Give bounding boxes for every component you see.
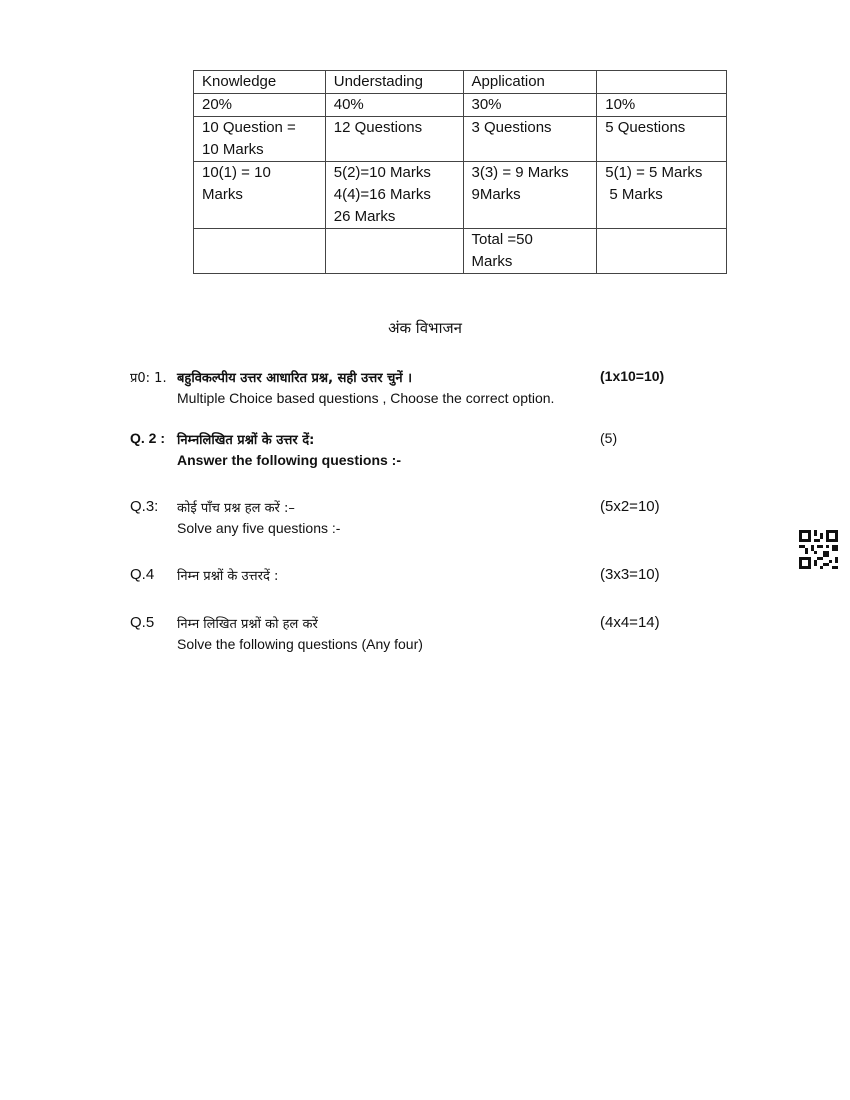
section-heading: अंक विभाजन [388,319,462,337]
question-item-2 [0,430,850,480]
table-cell: 3(3) = 9 Marks 9Marks [463,162,597,229]
question-number: Q. 2 : [130,430,166,446]
table-cell: 3 Questions [463,117,597,162]
question-number: Q.4 [130,566,155,583]
table-cell: 20% [194,94,326,117]
table-cell: 30% [463,94,597,117]
table-cell: Application [463,71,597,94]
table-cell [597,71,727,94]
question-text-hindi: बहुविकल्पीय उत्तर आधारित प्रश्न, सही उत्तर चुनें । [177,371,413,386]
table-cell: Total =50 Marks [463,229,597,274]
table-cell: 12 Questions [325,117,463,162]
question-number: Q.5 [130,614,155,631]
qr-code-icon [799,530,838,569]
question-text-hindi: कोई पाँच प्रश्न हल करें :– [177,501,295,516]
question-number: Q.3: [130,498,159,515]
table-cell: 5(1) = 5 Marks 5 Marks [597,162,727,229]
table-cell: 10(1) = 10 Marks [194,162,326,229]
table-cell [325,229,463,274]
table-cell: 40% [325,94,463,117]
table-cell: 10 Question = 10 Marks [194,117,326,162]
table-row-marks [194,162,727,229]
table-cell [597,229,727,274]
question-item-5 [0,614,850,664]
question-text-english: Solve any five questions :- [177,520,341,536]
question-item-4 [0,566,850,616]
question-text-english: Solve the following questions (Any four) [177,636,423,652]
table-cell: Understading [325,71,463,94]
question-marks: (5x2=10) [600,498,660,515]
table-cell: 10% [597,94,727,117]
table-cell [194,229,326,274]
question-text-hindi: निम्नलिखित प्रश्नों के उत्तर दें: [177,433,315,448]
question-item-3 [0,498,850,548]
question-text-hindi: निम्न प्रश्नों के उत्तरदें : [177,569,279,584]
table-cell: Knowledge [194,71,326,94]
question-text-hindi: निम्न लिखित प्रश्नों को हल करें [177,617,318,632]
table-cell: 5(2)=10 Marks 4(4)=16 Marks 26 Marks [325,162,463,229]
table-row-percent [194,94,727,117]
table-cell: 5 Questions [597,117,727,162]
question-marks: (1x10=10) [600,368,665,384]
question-text-english: Multiple Choice based questions , Choose the correct option. [177,390,555,406]
question-marks: (5) [600,430,618,446]
question-marks: (3x3=10) [600,566,660,583]
question-item-1 [0,368,850,418]
question-text-english: Answer the following questions :- [177,452,401,468]
question-number: प्र0: 1. [130,371,167,386]
question-marks: (4x4=14) [600,614,660,631]
table-header-row [194,71,727,94]
table-row-questions [194,117,727,162]
marks-distribution-table [193,70,727,274]
table-row-total [194,229,727,274]
